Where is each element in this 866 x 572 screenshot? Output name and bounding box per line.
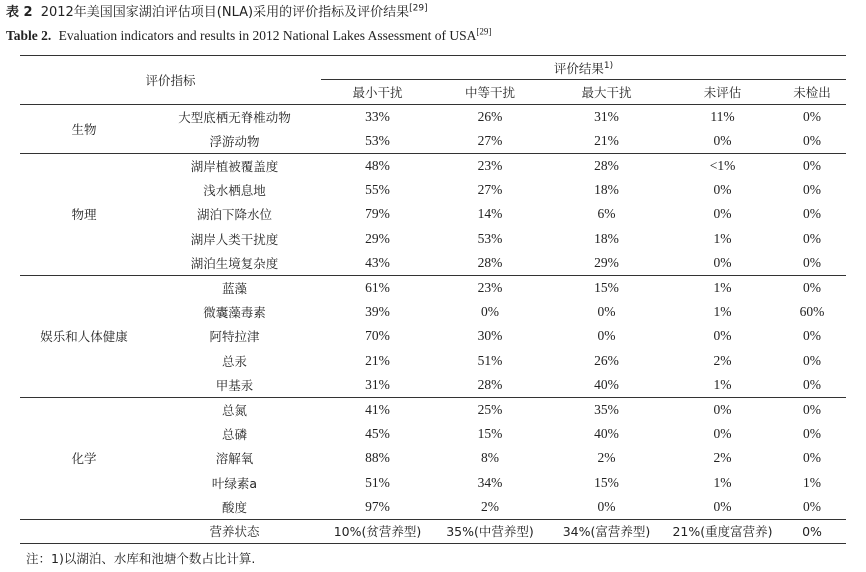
value-cell: 48% (321, 153, 434, 177)
value-cell: 0% (803, 352, 822, 368)
value-cell: 0% (713, 254, 732, 270)
table-row (20, 153, 846, 177)
header-indicator: 评价指标 (20, 56, 321, 105)
value-cell: 0% (803, 206, 822, 222)
category-cell-empty (20, 519, 148, 543)
value-cell: 1% (713, 303, 732, 319)
value-cell: 88% (365, 450, 390, 466)
header-result (321, 56, 846, 80)
table-row (20, 105, 846, 129)
category-cell: 化学 (20, 397, 148, 519)
value-cell: 51% (477, 352, 503, 368)
value-cell: 0% (597, 303, 616, 319)
value-cell: 30% (477, 328, 503, 344)
value-cell: 0% (803, 450, 822, 466)
value-cell: 15% (477, 425, 503, 441)
value-cell: 33% (365, 108, 390, 124)
value-cell: 28% (477, 376, 503, 392)
value-cell: 0% (713, 425, 732, 441)
value-cell: 0% (803, 181, 822, 197)
value-cell: 0% (713, 498, 732, 514)
value-cell: 29% (365, 230, 390, 246)
value-cell: 0% (713, 181, 732, 197)
indicator-cell: 总汞 (222, 353, 248, 369)
value-cell: 41% (321, 397, 434, 421)
indicator-cell: 叶绿素a (211, 475, 258, 491)
table-row (20, 519, 846, 543)
value-cell: 28% (546, 153, 667, 177)
caption-label-en: Table 2. (6, 28, 52, 43)
header-col: 最大干扰 (546, 80, 667, 105)
value-cell: 1% (713, 376, 732, 392)
value-cell: 2% (597, 450, 616, 466)
header-result-note: 1) (603, 60, 614, 71)
caption-label-cn: 表 2 (6, 5, 33, 20)
value-cell: 31% (365, 376, 390, 392)
value-cell: 79% (365, 206, 390, 222)
indicator-cell: 蓝藻 (148, 275, 321, 299)
value-cell: 21% (365, 352, 390, 368)
value-cell: 29% (594, 254, 619, 270)
category-cell: 娱乐和人体健康 (20, 275, 148, 397)
value-cell: 26% (594, 352, 619, 368)
indicator-cell: 阿特拉津 (209, 329, 260, 345)
indicator-cell: 湖岸人类干扰度 (190, 231, 279, 247)
value-cell: 35% (546, 397, 667, 421)
value-cell: 0% (778, 275, 846, 299)
table-row (20, 397, 846, 421)
indicator-cell: 总磷 (222, 426, 248, 442)
value-cell: 1% (667, 275, 778, 299)
category-cell: 生物 (71, 121, 97, 137)
value-cell: 18% (594, 230, 619, 246)
table-caption-cn (6, 4, 428, 22)
value-cell: 6% (597, 206, 616, 222)
indicator-cell: 微囊藻毒素 (203, 304, 266, 320)
indicator-cell: 湖岸植被覆盖度 (148, 153, 321, 177)
value-cell: 1% (713, 230, 732, 246)
value-cell: 0% (713, 328, 732, 344)
value-cell: 0% (778, 153, 846, 177)
value-cell: 0% (667, 397, 778, 421)
value-cell: 1% (713, 474, 732, 490)
header-col: 未检出 (778, 80, 846, 105)
value-cell: 23% (434, 153, 546, 177)
value-cell: 0% (778, 519, 846, 543)
value-cell: 31% (594, 108, 619, 124)
value-cell: 1% (803, 474, 822, 490)
value-cell: 39% (365, 303, 390, 319)
indicator-cell: 酸度 (222, 499, 248, 515)
table-body (20, 105, 846, 544)
indicator-cell: 总氮 (148, 397, 321, 421)
value-cell: 27% (477, 132, 503, 148)
value-cell: 15% (546, 275, 667, 299)
indicator-cell: 大型底栖无脊椎动物 (178, 109, 291, 125)
indicator-cell: 浮游动物 (209, 133, 260, 149)
caption-text-en: Evaluation indicators and results in 2012 National Lakes Assessment of USA (58, 28, 477, 43)
value-cell: 0% (803, 108, 822, 124)
value-cell: 0% (803, 230, 822, 246)
value-cell: 55% (365, 181, 390, 197)
value-cell: 35%(中营养型) (434, 519, 546, 543)
value-cell: 97% (365, 498, 390, 514)
header-col: 未评估 (667, 80, 778, 105)
caption-text-cn: 2012年美国国家湖泊评估项目(NLA)采用的评价指标及评价结果 (40, 5, 410, 20)
value-cell: 23% (434, 275, 546, 299)
value-cell: 40% (594, 376, 619, 392)
value-cell: 0% (713, 132, 732, 148)
table-caption-en (6, 27, 491, 45)
indicator-cell: 甲基汞 (215, 377, 254, 393)
indicator-cell: 营养状态 (148, 519, 321, 543)
value-cell: 53% (477, 230, 503, 246)
value-cell: 0% (803, 254, 822, 270)
value-cell: 43% (365, 254, 390, 270)
value-cell: 34% (477, 474, 503, 490)
indicator-cell: 浅水栖息地 (203, 182, 266, 198)
table-header (20, 56, 846, 105)
header-col: 最小干扰 (321, 80, 434, 105)
table-footnote: 注：1)以湖泊、水库和池塘个数占比计算. (26, 551, 256, 566)
value-cell: 0% (803, 328, 822, 344)
evaluation-table (20, 55, 846, 544)
value-cell: 28% (477, 254, 503, 270)
value-cell: 26% (477, 108, 503, 124)
value-cell: 0% (803, 376, 822, 392)
value-cell: 0% (803, 425, 822, 441)
value-cell: 51% (365, 474, 390, 490)
value-cell: 34%(富营养型) (546, 519, 667, 543)
value-cell: 61% (321, 275, 434, 299)
value-cell: 10%(贫营养型) (321, 519, 434, 543)
value-cell: 27% (477, 181, 503, 197)
category-cell: 物理 (20, 153, 148, 275)
value-cell: 18% (594, 181, 619, 197)
value-cell: 2% (713, 450, 732, 466)
header-col: 中等干扰 (434, 80, 546, 105)
caption-ref-cn: [29] (409, 3, 428, 14)
value-cell: 21%(重度富营养) (667, 519, 778, 543)
value-cell: 53% (365, 132, 390, 148)
value-cell: 2% (713, 352, 732, 368)
value-cell: 0% (803, 132, 822, 148)
value-cell: 0% (713, 206, 732, 222)
value-cell: 21% (594, 132, 619, 148)
value-cell: <1% (667, 153, 778, 177)
value-cell: 60% (799, 303, 825, 319)
caption-ref-en: [29] (476, 26, 492, 37)
value-cell: 11% (710, 108, 735, 124)
value-cell: 25% (434, 397, 546, 421)
value-cell: 8% (481, 450, 500, 466)
value-cell: 14% (477, 206, 503, 222)
value-cell: 0% (481, 303, 500, 319)
table-row (20, 275, 846, 299)
value-cell: 15% (594, 474, 619, 490)
value-cell: 45% (365, 425, 390, 441)
value-cell: 2% (481, 498, 500, 514)
header-result-label: 评价结果 (553, 60, 604, 76)
indicator-cell: 溶解氧 (215, 451, 254, 467)
value-cell: 0% (778, 397, 846, 421)
value-cell: 0% (597, 328, 616, 344)
indicator-cell: 湖泊下降水位 (197, 207, 273, 223)
value-cell: 70% (365, 328, 390, 344)
value-cell: 0% (597, 498, 616, 514)
value-cell: 0% (803, 498, 822, 514)
value-cell: 40% (594, 425, 619, 441)
indicator-cell: 湖泊生境复杂度 (190, 255, 279, 271)
